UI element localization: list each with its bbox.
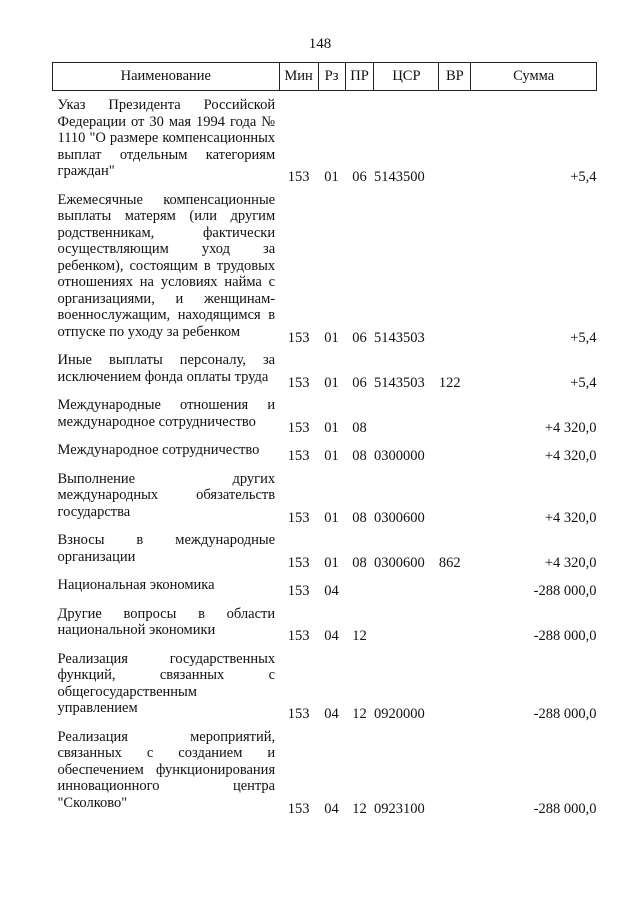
table-row bbox=[53, 91, 597, 186]
cell-min: 153 bbox=[287, 169, 310, 185]
cell-name: Другие вопросы в области национальной экономики bbox=[57, 605, 276, 638]
cell-vr bbox=[439, 723, 471, 818]
cell-vr: 122 bbox=[438, 374, 461, 391]
cell-min: 153 bbox=[287, 554, 310, 571]
cell-csr bbox=[374, 600, 439, 645]
table-row bbox=[53, 346, 597, 391]
cell-min: 153 bbox=[287, 706, 310, 722]
cell-rz: 01 bbox=[324, 329, 339, 346]
cell-name: Национальная экономика bbox=[57, 577, 215, 593]
budget-table bbox=[52, 62, 597, 817]
table-row bbox=[53, 436, 597, 465]
cell-sum: -288 000,0 bbox=[533, 583, 597, 599]
table-row bbox=[53, 391, 597, 436]
cell-sum: +4 320,0 bbox=[544, 419, 597, 436]
cell-sum: +4 320,0 bbox=[544, 554, 597, 571]
table-row bbox=[53, 645, 597, 723]
cell-sum: +4 320,0 bbox=[544, 509, 597, 526]
header-rz: Рз bbox=[318, 63, 345, 91]
cell-csr: 0923100 bbox=[373, 800, 425, 817]
cell-sum: +4 320,0 bbox=[544, 448, 597, 464]
cell-pr: 12 bbox=[352, 706, 367, 722]
cell-rz: 04 bbox=[324, 800, 339, 817]
cell-min: 153 bbox=[287, 329, 310, 346]
cell-rz: 01 bbox=[324, 419, 339, 436]
cell-name: Выполнение других международных обязательств государства bbox=[57, 470, 276, 520]
cell-csr: 5143500 bbox=[373, 169, 425, 185]
cell-pr: 08 bbox=[352, 448, 367, 464]
cell-min: 153 bbox=[287, 374, 310, 391]
cell-vr bbox=[439, 391, 471, 436]
cell-rz: 01 bbox=[324, 448, 339, 464]
table-row bbox=[53, 600, 597, 645]
cell-pr: 06 bbox=[352, 374, 367, 391]
cell-vr bbox=[439, 91, 471, 186]
cell-sum: -288 000,0 bbox=[533, 706, 597, 722]
cell-rz: 01 bbox=[324, 509, 339, 526]
cell-vr bbox=[439, 571, 471, 600]
cell-pr: 06 bbox=[352, 169, 367, 185]
cell-csr: 0300000 bbox=[373, 448, 425, 464]
header-sum: Сумма bbox=[471, 63, 597, 91]
cell-vr bbox=[439, 465, 471, 527]
cell-min: 153 bbox=[287, 800, 310, 817]
cell-sum: +5,4 bbox=[570, 329, 597, 346]
cell-vr bbox=[439, 436, 471, 465]
cell-name: Реализация мероприятий, связанных с созданием и обеспечением функционирования инновационного центра "Сколково" bbox=[57, 728, 276, 811]
cell-rz: 01 bbox=[324, 374, 339, 391]
cell-csr: 0920000 bbox=[373, 706, 425, 722]
header-min: Мин bbox=[279, 63, 318, 91]
cell-vr: 862 bbox=[438, 554, 461, 571]
cell-name: Иные выплаты персоналу, за исключением фонда оплаты труда bbox=[57, 352, 276, 385]
cell-csr: 0300600 bbox=[373, 509, 425, 526]
cell-min: 153 bbox=[287, 509, 310, 526]
table-row bbox=[53, 186, 597, 347]
cell-name: Указ Президента Российской Федерации от 30 мая 1994 года № 1110 "О размере компенсационных выплат отдельным категориям граждан" bbox=[57, 97, 276, 179]
cell-csr bbox=[374, 571, 439, 600]
cell-min: 153 bbox=[287, 628, 310, 644]
header-name: Наименование bbox=[53, 63, 280, 91]
header-pr: ПР bbox=[345, 63, 374, 91]
cell-csr: 5143503 bbox=[373, 329, 425, 346]
cell-pr: 08 bbox=[352, 554, 367, 571]
cell-sum: -288 000,0 bbox=[533, 800, 597, 817]
cell-name: Ежемесячные компенсационные выплаты матерям (или другим родственникам, фактически осуществляющим уход за ребенком), состоящим в трудовых отношениях на условиях найма с организациями, и женщинам-военнослужащим, находящимся в отпуске по уходу за ребенком bbox=[57, 191, 276, 340]
cell-sum: +5,4 bbox=[570, 169, 597, 185]
table-row bbox=[53, 571, 597, 600]
cell-pr: 12 bbox=[352, 800, 367, 817]
cell-vr bbox=[439, 645, 471, 723]
cell-csr bbox=[374, 391, 439, 436]
cell-min: 153 bbox=[287, 583, 310, 599]
cell-vr bbox=[439, 600, 471, 645]
cell-rz: 04 bbox=[324, 583, 339, 599]
cell-csr: 5143503 bbox=[373, 374, 425, 391]
cell-name: Реализация государственных функций, связанных с общегосударственным управлением bbox=[57, 650, 276, 716]
table-row bbox=[53, 723, 597, 818]
cell-rz: 01 bbox=[324, 554, 339, 571]
cell-sum: -288 000,0 bbox=[533, 628, 597, 644]
cell-min: 153 bbox=[287, 419, 310, 436]
cell-pr: 08 bbox=[352, 509, 367, 526]
cell-name: Международные отношения и международное сотрудничество bbox=[57, 397, 276, 430]
cell-rz: 01 bbox=[324, 169, 339, 185]
header-csr: ЦСР bbox=[374, 63, 439, 91]
cell-pr: 12 bbox=[352, 628, 367, 644]
cell-pr: 06 bbox=[352, 329, 367, 346]
cell-sum: +5,4 bbox=[570, 374, 597, 391]
cell-rz: 04 bbox=[324, 706, 339, 722]
cell-rz: 04 bbox=[324, 628, 339, 644]
cell-pr bbox=[345, 571, 374, 600]
page-number: 148 bbox=[308, 36, 332, 52]
table-row bbox=[53, 526, 597, 571]
table-header-row bbox=[53, 63, 597, 91]
cell-csr: 0300600 bbox=[373, 554, 425, 571]
cell-vr bbox=[439, 186, 471, 347]
header-vr: ВР bbox=[439, 63, 471, 91]
cell-name: Взносы в международные организации bbox=[57, 532, 276, 565]
cell-pr: 08 bbox=[352, 419, 367, 436]
cell-min: 153 bbox=[287, 448, 310, 464]
table-row bbox=[53, 465, 597, 527]
cell-name: Международное сотрудничество bbox=[57, 442, 260, 458]
